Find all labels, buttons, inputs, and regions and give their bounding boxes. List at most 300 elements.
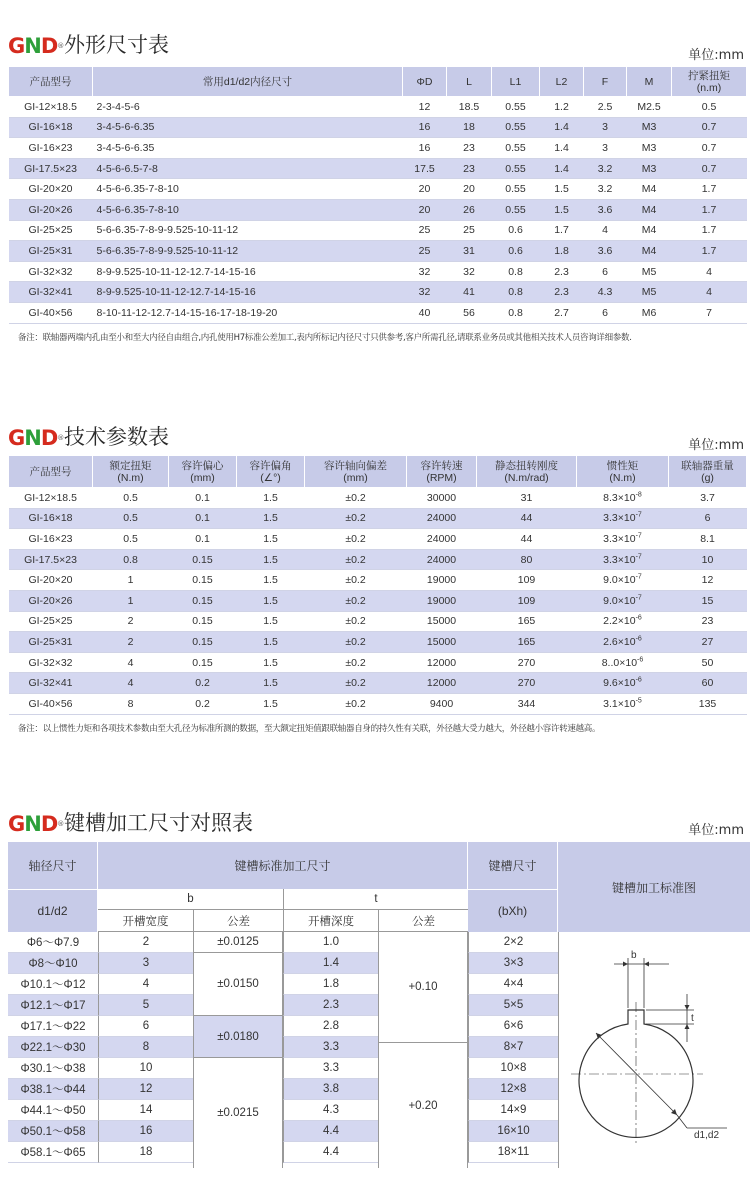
table-cell: ±0.2	[305, 529, 407, 550]
table-cell: GI-40×56	[9, 693, 93, 714]
width-header: 开槽宽度	[98, 910, 193, 932]
inertia-exp: -6	[635, 614, 642, 622]
table-cell: 1.8	[540, 241, 584, 262]
inertia-cell	[577, 611, 669, 632]
inertia-cell	[577, 549, 669, 570]
col-header: 产品型号	[9, 67, 93, 97]
table-cell: M6	[627, 302, 672, 323]
d-header: d1/d2	[8, 889, 98, 932]
table-cell: GI-20×20	[9, 179, 93, 200]
table-cell: 50	[669, 652, 747, 673]
table-cell: GI-12×18.5	[9, 97, 93, 118]
table-cell: 12000	[407, 673, 477, 694]
table-cell: M3	[627, 158, 672, 179]
figure-header: 键槽加工标准图	[558, 842, 750, 932]
table-row	[9, 158, 747, 179]
inertia-base: 2.2×10	[603, 615, 636, 628]
table-cell: 8-10-11-12-12.7-14-15-16-17-18-19-20	[93, 302, 403, 323]
table-row	[9, 179, 747, 200]
keyway-cell-t: 1.8	[283, 974, 378, 995]
table-cell: 1.5	[540, 199, 584, 220]
inertia-cell	[577, 508, 669, 529]
table-cell: 1.5	[237, 590, 305, 611]
table-cell: 270	[477, 673, 577, 694]
keyway-cell-d: Φ12.1～Φ17	[8, 995, 98, 1016]
keyway-cell-b: 16	[98, 1121, 193, 1142]
table-cell: 109	[477, 570, 577, 591]
table-cell: M4	[627, 199, 672, 220]
col-header: 容许轴向偏差 (mm)	[305, 456, 407, 488]
inertia-exp: -7	[635, 573, 642, 581]
col-header: 容许转速 (RPM)	[407, 456, 477, 488]
keyway-cell-d: Φ6～Φ7.9	[8, 932, 98, 953]
col-header: 拧紧扭矩 (n.m)	[672, 67, 747, 97]
table-cell: 0.15	[169, 652, 237, 673]
table-cell: 60	[669, 673, 747, 694]
table-cell: 0.55	[492, 179, 540, 200]
keyway-cell-k: 18×11	[468, 1142, 558, 1163]
section2-header	[0, 422, 750, 452]
table-row	[9, 549, 747, 570]
table-cell: GI-20×20	[9, 570, 93, 591]
table-cell: 1.5	[237, 693, 305, 714]
keyway-cell-b: 12	[98, 1079, 193, 1100]
inertia-cell	[577, 673, 669, 694]
table-cell: 109	[477, 590, 577, 611]
table-cell: 23	[447, 138, 492, 159]
table-cell: 25	[403, 241, 447, 262]
table-cell: GI-16×23	[9, 529, 93, 550]
col-header: L	[447, 67, 492, 97]
table-row	[9, 117, 747, 138]
keyway-cell-b: 3	[98, 953, 193, 974]
keyway-cell-k: 3×3	[468, 953, 558, 974]
key-header: 键槽尺寸	[468, 842, 558, 889]
table-cell: 0.15	[169, 632, 237, 653]
table-row	[9, 282, 747, 303]
table-cell: 1.5	[237, 611, 305, 632]
table-cell: 23	[447, 158, 492, 179]
table-cell: 6	[584, 261, 627, 282]
keyway-cell-b: 18	[98, 1142, 193, 1163]
table-cell: 0.55	[492, 158, 540, 179]
keyway-cell-d: Φ30.1～Φ38	[8, 1058, 98, 1079]
table-cell: 19000	[407, 590, 477, 611]
tol-b-cell: ±0.0150	[193, 953, 283, 1016]
table-cell: 1.5	[237, 632, 305, 653]
table-cell: 0.55	[492, 97, 540, 118]
table-row	[9, 302, 747, 323]
inertia-exp: -7	[635, 511, 642, 519]
inertia-exp: -5	[635, 697, 642, 705]
keyway-cell-k: 6×6	[468, 1016, 558, 1037]
table-cell: 0.8	[492, 261, 540, 282]
table-cell: ±0.2	[305, 590, 407, 611]
table-cell: 0.2	[169, 693, 237, 714]
table-cell: 32	[403, 261, 447, 282]
table-cell: 16	[403, 138, 447, 159]
keyway-cell-d: Φ17.1～Φ22	[8, 1016, 98, 1037]
keyway-cell-t: 2.3	[283, 995, 378, 1016]
table-row	[9, 632, 747, 653]
keyway-cell-k: 10×8	[468, 1058, 558, 1079]
table-cell: 4-5-6-6.35-7-8-10	[93, 179, 403, 200]
col-header: 惯性矩 (N.m)	[577, 456, 669, 488]
keyway-cell-t: 1.4	[283, 953, 378, 974]
table-cell: 27	[669, 632, 747, 653]
table-cell: 0.15	[169, 549, 237, 570]
table-cell: 4	[672, 282, 747, 303]
table-cell: 12	[403, 97, 447, 118]
table-cell: 1.7	[672, 199, 747, 220]
table-cell: 3	[584, 117, 627, 138]
table-cell: 8.1	[669, 529, 747, 550]
col-header: ΦD	[403, 67, 447, 97]
table-row	[9, 590, 747, 611]
col-header: 产品型号	[9, 456, 93, 488]
inertia-cell	[577, 652, 669, 673]
table-cell: 0.15	[169, 590, 237, 611]
table-cell: M3	[627, 138, 672, 159]
table-cell: 44	[477, 508, 577, 529]
table-cell: 31	[447, 241, 492, 262]
table-cell: 32	[403, 282, 447, 303]
section3-unit: 单位:mm	[688, 823, 744, 838]
table-cell: 8-9-9.525-10-11-12-12.7-14-15-16	[93, 261, 403, 282]
table-cell: 44	[477, 529, 577, 550]
table-cell: 135	[669, 693, 747, 714]
table-cell: 0.6	[492, 241, 540, 262]
table-cell: 1.5	[237, 652, 305, 673]
table-cell: 2.3	[540, 261, 584, 282]
keyway-cell-k: 2×2	[468, 932, 558, 953]
col-header: 常用d1/d2内径尺寸	[93, 67, 403, 97]
inertia-cell	[577, 590, 669, 611]
brand-logo: GND®	[8, 426, 65, 450]
table-cell: 1.7	[672, 220, 747, 241]
table-cell: ±0.2	[305, 549, 407, 570]
table-cell: 1.5	[540, 179, 584, 200]
keyway-cell-d: Φ8～Φ10	[8, 953, 98, 974]
col-header: 容许偏心 (mm)	[169, 456, 237, 488]
keyway-cell-b: 14	[98, 1100, 193, 1121]
table-cell: 5-6-6.35-7-8-9-9.525-10-11-12	[93, 241, 403, 262]
section1-unit: 单位:mm	[688, 48, 744, 63]
inertia-exp: -6	[635, 676, 642, 684]
table-cell: ±0.2	[305, 693, 407, 714]
inertia-exp: -6	[635, 635, 642, 643]
table-cell: GI-25×25	[9, 611, 93, 632]
tol-b-header: 公差	[193, 910, 283, 932]
table-cell: 0.6	[492, 220, 540, 241]
table-cell: ±0.2	[305, 652, 407, 673]
table-cell: 1	[93, 570, 169, 591]
table-cell: 4	[93, 652, 169, 673]
table-cell: M4	[627, 241, 672, 262]
table-cell: 8-9-9.525-10-11-12-12.7-14-15-16	[93, 282, 403, 303]
b-header: b	[98, 889, 283, 910]
table-row	[9, 570, 747, 591]
table-cell: 1.7	[540, 220, 584, 241]
section1-title: 外形尺寸表	[64, 33, 169, 57]
keyway-cell-b: 5	[98, 995, 193, 1016]
keyway-cell-t: 2.8	[283, 1016, 378, 1037]
keyway-table	[8, 842, 750, 1182]
keyway-cell-t: 3.3	[283, 1058, 378, 1079]
table-row	[9, 693, 747, 714]
table-cell: 0.5	[93, 488, 169, 509]
table-cell: 3.6	[584, 199, 627, 220]
table-cell: 15000	[407, 611, 477, 632]
table-cell: 56	[447, 302, 492, 323]
table-cell: 0.1	[169, 529, 237, 550]
table-cell: ±0.2	[305, 570, 407, 591]
table-cell: GI-32×32	[9, 652, 93, 673]
keyway-cell-t: 1.0	[283, 932, 378, 953]
table-cell: 2	[93, 632, 169, 653]
tech-param-table	[8, 455, 747, 715]
tol-b-cell: ±0.0215	[193, 1058, 283, 1168]
section2-unit: 单位:mm	[688, 438, 744, 453]
table-cell: GI-16×23	[9, 138, 93, 159]
keyway-cell-t: 4.3	[283, 1100, 378, 1121]
fig-t-label: t	[691, 1013, 694, 1024]
keyway-cell-d: Φ58.1～Φ65	[8, 1142, 98, 1163]
table-cell: GI-17.5×23	[9, 158, 93, 179]
table-row	[9, 488, 747, 509]
inertia-exp: -7	[635, 553, 642, 561]
table-cell: 12000	[407, 652, 477, 673]
table-cell: 3.2	[584, 179, 627, 200]
table-cell: 165	[477, 632, 577, 653]
table-cell: GI-12×18.5	[9, 488, 93, 509]
table-cell: 1.5	[237, 549, 305, 570]
table-cell: 4-5-6-6.5-7-8	[93, 158, 403, 179]
keyway-cell-k: 8×7	[468, 1037, 558, 1058]
col-header: 静态扭转刚度 (N.m/rad)	[477, 456, 577, 488]
table-row	[9, 138, 747, 159]
table-cell: 0.2	[169, 673, 237, 694]
table-cell: 344	[477, 693, 577, 714]
table-cell: 2-3-4-5-6	[93, 97, 403, 118]
table-cell: GI-20×26	[9, 199, 93, 220]
table-cell: ±0.2	[305, 508, 407, 529]
table-cell: 0.8	[93, 549, 169, 570]
table-row	[9, 611, 747, 632]
table-cell: 18	[447, 117, 492, 138]
table-cell: 16	[403, 117, 447, 138]
table-cell: 1.5	[237, 673, 305, 694]
table-cell: GI-32×41	[9, 673, 93, 694]
table-cell: M4	[627, 179, 672, 200]
table-cell: 1.7	[672, 241, 747, 262]
dimension-table	[8, 66, 747, 324]
keyway-cell-d: Φ38.1～Φ44	[8, 1079, 98, 1100]
table-cell: 30000	[407, 488, 477, 509]
table-cell: 2.3	[540, 282, 584, 303]
keyway-cell-b: 10	[98, 1058, 193, 1079]
table-cell: GI-40×56	[9, 302, 93, 323]
brand-logo: GND®	[8, 34, 65, 58]
keyway-cell-k: 4×4	[468, 974, 558, 995]
col-header: M	[627, 67, 672, 97]
table-cell: 0.15	[169, 570, 237, 591]
table-cell: 165	[477, 611, 577, 632]
table-cell: 0.5	[672, 97, 747, 118]
table-cell: 1.4	[540, 158, 584, 179]
tol-b-cell: ±0.0125	[193, 932, 283, 953]
keyway-cell-d: Φ10.1～Φ12	[8, 974, 98, 995]
table-row	[9, 529, 747, 550]
table-cell: 270	[477, 652, 577, 673]
inertia-cell	[577, 570, 669, 591]
col-header: 联轴器重量 (g)	[669, 456, 747, 488]
table-cell: 20	[403, 199, 447, 220]
table-cell: 26	[447, 199, 492, 220]
table-cell: 24000	[407, 508, 477, 529]
table-cell: 31	[477, 488, 577, 509]
keyway-cell-t: 3.3	[283, 1037, 378, 1058]
table-cell: M4	[627, 220, 672, 241]
table-cell: GI-17.5×23	[9, 549, 93, 570]
inertia-cell	[577, 693, 669, 714]
table-row	[9, 97, 747, 118]
col-header: L1	[492, 67, 540, 97]
tol-b-cell: ±0.0180	[193, 1016, 283, 1058]
table-cell: 3-4-5-6-6.35	[93, 138, 403, 159]
col-header: 容许偏角 (∠°)	[237, 456, 305, 488]
table-cell: 4	[93, 673, 169, 694]
table-cell: 80	[477, 549, 577, 570]
table-cell: 2	[93, 611, 169, 632]
table-cell: 20	[447, 179, 492, 200]
table-cell: 0.7	[672, 117, 747, 138]
table-cell: M2.5	[627, 97, 672, 118]
inertia-exp: -6	[637, 656, 644, 664]
table-cell: 3-4-5-6-6.35	[93, 117, 403, 138]
table-cell: 25	[403, 220, 447, 241]
table-cell: 3.6	[584, 241, 627, 262]
inertia-base: 9.0×10	[603, 574, 636, 587]
keyway-cell-d: Φ50.1～Φ58	[8, 1121, 98, 1142]
table-cell: 3.2	[584, 158, 627, 179]
t-header: t	[283, 889, 468, 910]
keyway-cell-k: 5×5	[468, 995, 558, 1016]
table-cell: 0.15	[169, 611, 237, 632]
section2-title: 技术参数表	[64, 425, 169, 449]
table-cell: ±0.2	[305, 488, 407, 509]
table-cell: M3	[627, 117, 672, 138]
table-cell: 2.7	[540, 302, 584, 323]
table-cell: 25	[447, 220, 492, 241]
tol-t-cell: +0.10	[378, 932, 468, 1043]
table-cell: 4.3	[584, 282, 627, 303]
inertia-base: 3.3×10	[603, 553, 636, 566]
table-cell: M5	[627, 261, 672, 282]
table-cell: 32	[447, 261, 492, 282]
table-cell: GI-16×18	[9, 117, 93, 138]
keyway-cell-b: 4	[98, 974, 193, 995]
table-cell: 0.55	[492, 199, 540, 220]
table-cell: 20	[403, 179, 447, 200]
inertia-base: 8.3×10	[603, 491, 636, 504]
table-cell: GI-32×41	[9, 282, 93, 303]
section1-header	[0, 30, 750, 60]
table-cell: 1	[93, 590, 169, 611]
table-cell: 1.5	[237, 529, 305, 550]
table-cell: 19000	[407, 570, 477, 591]
table-cell: 3	[584, 138, 627, 159]
table-cell: 12	[669, 570, 747, 591]
table-cell: 9400	[407, 693, 477, 714]
table-cell: 24000	[407, 549, 477, 570]
table-cell: 1.2	[540, 97, 584, 118]
keyway-diagram	[559, 932, 749, 1168]
table-cell: 23	[669, 611, 747, 632]
table-cell: 8	[93, 693, 169, 714]
table-row	[9, 652, 747, 673]
inertia-base: 3.1×10	[603, 697, 636, 710]
inertia-base: 9.6×10	[603, 677, 636, 690]
table-cell: 0.7	[672, 138, 747, 159]
table-cell: ±0.2	[305, 673, 407, 694]
shaft-header: 轴径尺寸	[8, 842, 98, 889]
table-cell: 6	[584, 302, 627, 323]
table-cell: 1.5	[237, 508, 305, 529]
table-cell: 0.5	[93, 508, 169, 529]
table-cell: 2.5	[584, 97, 627, 118]
depth-header: 开槽深度	[283, 910, 378, 932]
col-header: F	[584, 67, 627, 97]
inertia-base: 3.3×10	[603, 532, 636, 545]
table-cell: M5	[627, 282, 672, 303]
table-cell: 0.55	[492, 117, 540, 138]
keyway-cell-d: Φ44.1～Φ50	[8, 1100, 98, 1121]
inertia-base: 3.3×10	[603, 512, 636, 525]
table-cell: 0.1	[169, 508, 237, 529]
keyway-cell-k: 16×10	[468, 1121, 558, 1142]
tol-t-cell: +0.20	[378, 1043, 468, 1168]
fig-b-label: b	[631, 950, 637, 961]
section1-note: 备注：联轴器两端内孔由至小和至大内径自由组合,内孔使用H7标准公差加工,表内所标记内径尺寸只供参考,客户所需孔径,请联系业务员或其他相关技术人员咨询详细参数.	[18, 333, 632, 343]
inertia-cell	[577, 529, 669, 550]
table-cell: 5-6-6.35-7-8-9-9.525-10-11-12	[93, 220, 403, 241]
keyway-figure-panel	[558, 932, 750, 1168]
table-cell: GI-25×31	[9, 241, 93, 262]
section2-note: 备注：以上惯性力矩和各项技术参数由至大孔径为标准所测的数据，至大额定扭矩值跟联轴器自身的持久性有关联，外径越大受力越大，外径越小容许转速越高。	[18, 724, 601, 734]
keyway-cell-b: 2	[98, 932, 193, 953]
table-cell: 41	[447, 282, 492, 303]
inertia-exp: -8	[635, 491, 642, 499]
table-row	[9, 508, 747, 529]
table-cell: GI-20×26	[9, 590, 93, 611]
col-header: 额定扭矩 (N.m)	[93, 456, 169, 488]
table-cell: 1.5	[237, 570, 305, 591]
table-row	[9, 261, 747, 282]
table-cell: 6	[669, 508, 747, 529]
keyway-cell-b: 8	[98, 1037, 193, 1058]
inertia-base: 2.6×10	[603, 635, 636, 648]
table-cell: 4-5-6-6.35-7-8-10	[93, 199, 403, 220]
keyway-cell-k: 12×8	[468, 1079, 558, 1100]
table-cell: GI-16×18	[9, 508, 93, 529]
table-cell: 4	[584, 220, 627, 241]
inertia-base: 8..0×10	[601, 656, 638, 669]
table-cell: 1.4	[540, 138, 584, 159]
section3-title: 键槽加工尺寸对照表	[64, 811, 253, 835]
bxh-header: (bXh)	[468, 889, 558, 932]
keyway-cell-d: Φ22.1～Φ30	[8, 1037, 98, 1058]
